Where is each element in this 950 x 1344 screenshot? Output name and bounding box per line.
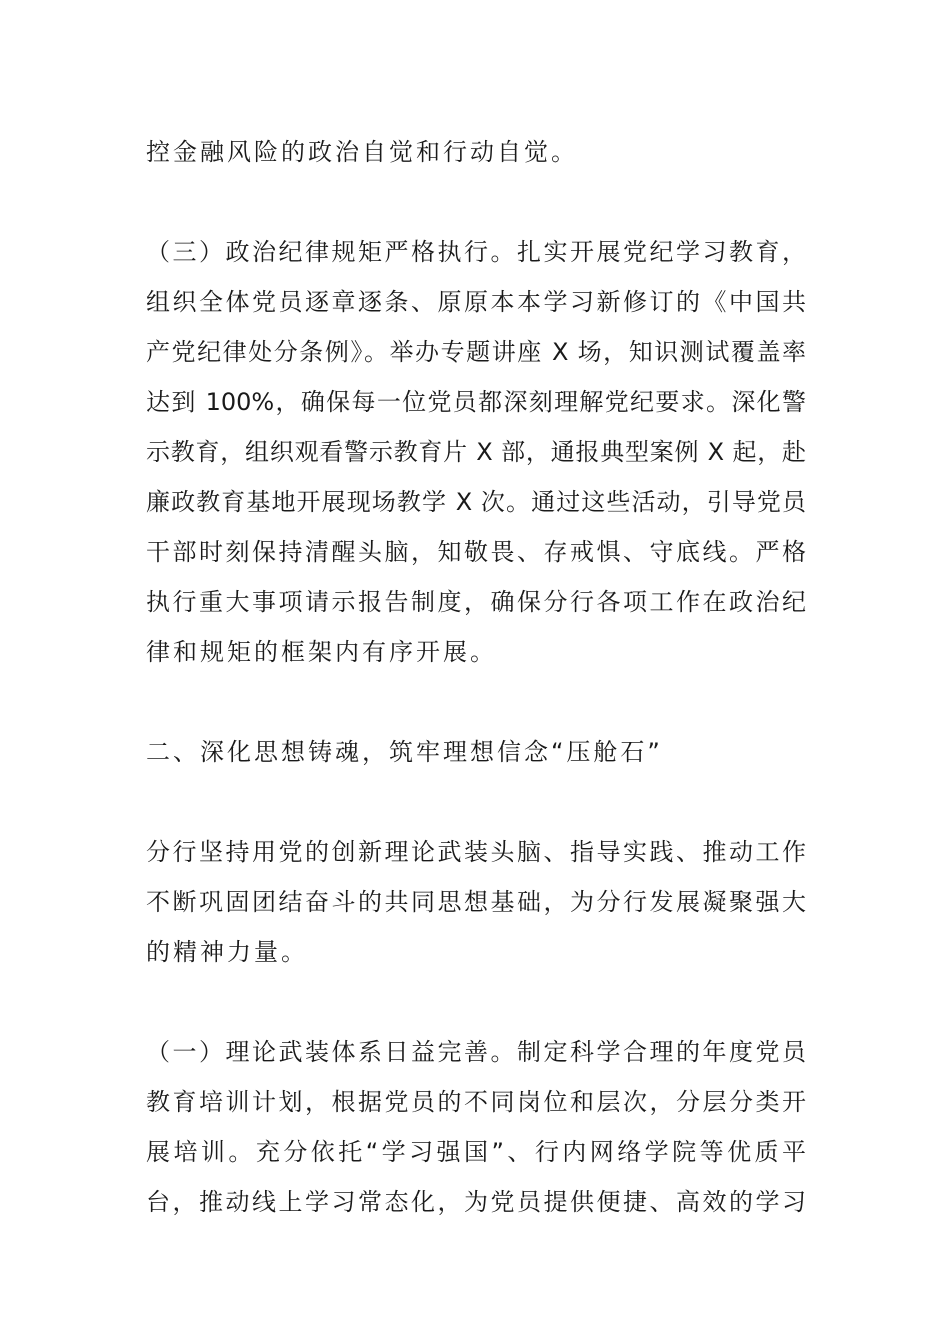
text-line: 达到 100%，确保每一位党员都深刻理解党纪要求。深化警 <box>146 388 806 416</box>
text-line: 教育培训计划，根据党员的不同岗位和层次，分层分类开 <box>146 1088 806 1116</box>
text-line: 组织全体党员逐章逐条、原原本本学习新修订的《中国共 <box>146 288 806 316</box>
text-line: 的精神力量。 <box>146 938 308 966</box>
text-line: 产党纪律处分条例》。举办专题讲座 X 场，知识测试覆盖率 <box>146 338 806 366</box>
text-line: 示教育，组织观看警示教育片 X 部，通报典型案例 X 起，赴 <box>146 438 806 466</box>
text-line: 律和规矩的框架内有序开展。 <box>146 638 497 666</box>
text-line: （一）理论武装体系日益完善。制定科学合理的年度党员 <box>146 1038 806 1066</box>
text-line: 干部时刻保持清醒头脑，知敬畏、存戒惧、守底线。严格 <box>146 538 806 566</box>
text-line: 台，推动线上学习常态化，为党员提供便捷、高效的学习 <box>146 1188 806 1216</box>
section-heading: 二、深化思想铸魂，筑牢理想信念“压舱石” <box>146 738 663 766</box>
text-line: 不断巩固团结奋斗的共同思想基础，为分行发展凝聚强大 <box>146 888 806 916</box>
text-line: 分行坚持用党的创新理论武装头脑、指导实践、推动工作 <box>146 838 806 866</box>
text-line: 廉政教育基地开展现场教学 X 次。通过这些活动，引导党员 <box>146 488 806 516</box>
text-line: 展培训。充分依托“学习强国”、行内网络学院等优质平 <box>146 1138 806 1166</box>
text-line: （三）政治纪律规矩严格执行。扎实开展党纪学习教育， <box>146 238 806 266</box>
text-line: 控金融风险的政治自觉和行动自觉。 <box>146 138 578 166</box>
text-line: 执行重大事项请示报告制度，确保分行各项工作在政治纪 <box>146 588 806 616</box>
